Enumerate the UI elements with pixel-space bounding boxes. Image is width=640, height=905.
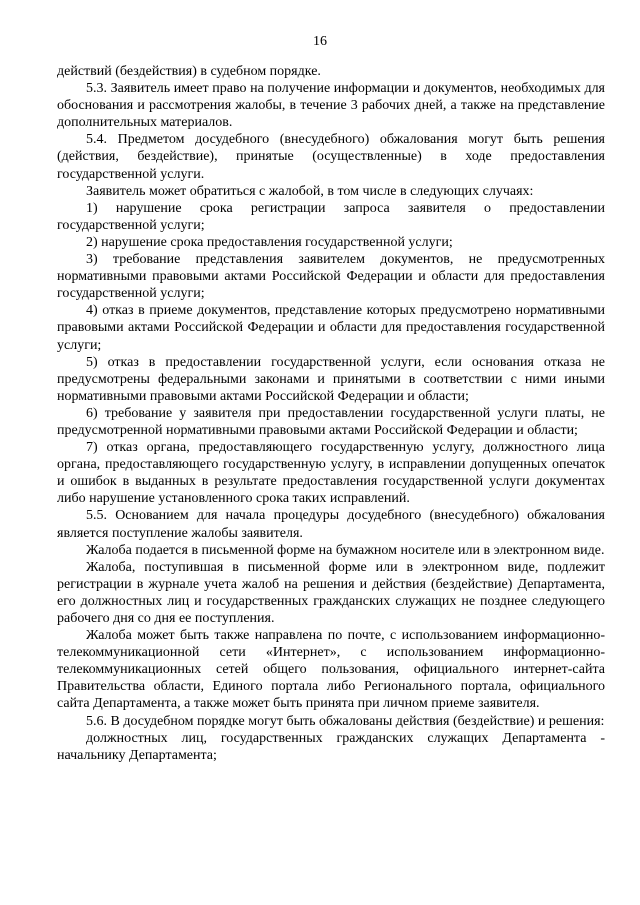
paragraph-complaint-registration: Жалоба, поступившая в письменной форме или в электронном виде, подлежит регистрации в журнале учета жалоб на решения и действия (бездействие) Департамента, его должностных лиц и государственных гражданских служащих не позднее следующего рабочего дня со дня ее поступления.: [57, 559, 605, 626]
page-number: 16: [313, 34, 327, 49]
list-item-7: 7) отказ органа, предоставляющего государственную услугу, должностного лица органа, предоставляющего государственную услугу, в исправлении допущенных опечаток и ошибок в выданных в результате предоставления государственной услуги документах либо нарушение установленного срока таких исправлений.: [57, 440, 605, 507]
paragraph-officials-appeal: должностных лиц, государственных гражданских служащих Департамента - начальнику Департамента;: [57, 730, 605, 763]
paragraph-complaint-form: Жалоба подается в письменной форме на бумажном носителе или в электронном виде.: [86, 542, 605, 558]
list-item-5: 5) отказ в предоставлении государственной услуги, если основания отказа не предусмотрены федеральными законами и принятыми в соответствии с ними иными нормативными правовыми актами Российской Федерации и области;: [57, 354, 605, 404]
paragraph-5-5: 5.5. Основанием для начала процедуры досудебного (внесудебного) обжалования является поступление жалобы заявителя.: [57, 508, 605, 541]
paragraph-5-4: 5.4. Предметом досудебного (внесудебного) обжалования могут быть решения (действия, бездействие), принятые (осуществленные) в ходе предоставления государственной услуги.: [57, 132, 605, 182]
list-item-4: 4) отказ в приеме документов, представление которых предусмотрено нормативными правовыми актами Российской Федерации и области для предоставления государственной услуги;: [57, 303, 605, 353]
paragraph-continuation: действий (бездействия) в судебном порядке.: [57, 64, 321, 79]
list-item-3: 3) требование представления заявителем документов, не предусмотренных нормативными правовыми актами Российской Федерации и области для предоставления государственной услуги;: [57, 252, 605, 302]
list-item-1: 1) нарушение срока регистрации запроса заявителя о предоставлении государственной услуги;: [57, 200, 605, 233]
paragraph-5-3: 5.3. Заявитель имеет право на получение информации и документов, необходимых для обоснования и рассмотрения жалобы, в течение 3 рабочих дней, а также на представление дополнительных материалов.: [57, 81, 605, 131]
paragraph-5-6: 5.6. В досудебном порядке могут быть обжалованы действия (бездействие) и решения:: [86, 713, 605, 729]
paragraph-complaint-channels: Жалоба может быть также направлена по почте, с использованием информационно-телекоммуникационной сети «Интернет», с использованием информационно-телекоммуникационных сетей общего пользования, официального интернет-сайта Правительства области, Единого портала либо Регионального портала, официального сайта Департамента, а также может быть принята при личном приеме заявителя.: [57, 628, 605, 712]
document-body: [57, 63, 605, 764]
list-item-2: 2) нарушение срока предоставления государственной услуги;: [86, 234, 453, 250]
paragraph-complaint-cases-intro: Заявитель может обратиться с жалобой, в том числе в следующих случаях:: [86, 183, 534, 199]
list-item-6: 6) требование у заявителя при предоставлении государственной услуги платы, не предусмотренной нормативными правовыми актами Российской Федерации и области;: [57, 405, 605, 438]
